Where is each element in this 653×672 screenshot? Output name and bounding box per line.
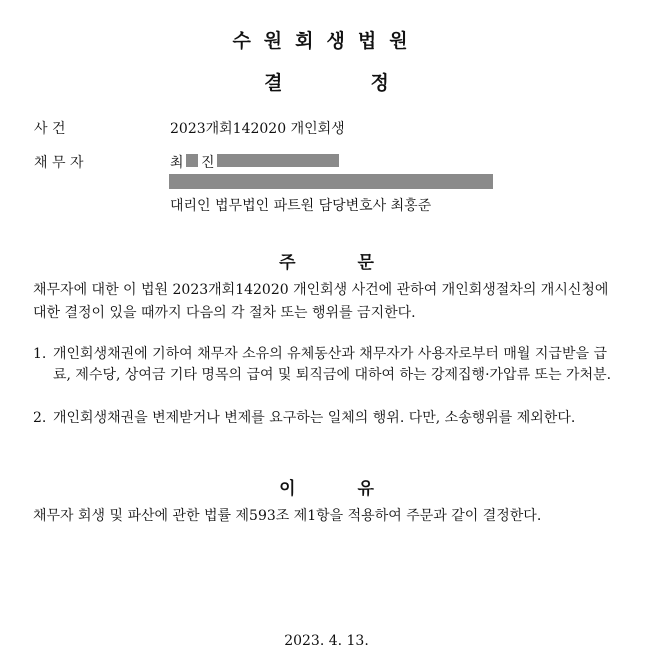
order-intro: 채무자에 대한 이 법원 2023개회142020 개인회생 사건에 관하여 개인회생절차의 개시신청에 대한 결정이 있을 때까지 다음의 각 절차 또는 행위를 금지한다. [33,282,609,321]
reason-text: 채무자 회생 및 파산에 관한 법률 제593조 제1항을 적용하여 주문과 같이 결정한다. [33,508,542,524]
document-title-first: 결 [264,72,283,94]
document-title [0,68,653,95]
document-title-second: 정 [370,72,389,94]
order-title-second: 문 [357,253,374,273]
list-item [33,344,618,386]
reason-title-second: 유 [357,479,374,499]
case-number: 2023개회142020 개인회생 [170,121,345,137]
decision-date: 2023. 4. 13. [284,633,369,649]
case-label: 사 건 [34,121,66,137]
list-item-number: 2. [33,410,47,426]
debtor-label: 채 무 자 [34,155,84,171]
list-item-text: 개인회생채권에 기하여 채무자 소유의 유체동산과 채무자가 사용자로부터 매월 지급받을 급료, 제수당, 상여금 기타 명목의 급여 및 퇴직금에 대하여 하는 강제집행·가압류 또는 가처분. [53,346,612,383]
court-name: 수원회생법원 [232,30,421,52]
debtor-name-last: 진 [201,155,215,171]
reason-title-first: 이 [279,479,296,499]
order-title [0,248,653,273]
redaction-bar [217,154,339,167]
list-item-text: 개인회생채권을 변제받거나 변제를 요구하는 일체의 행위. 다만, 소송행위를 제외한다. [53,410,576,426]
list-item [33,408,618,429]
representative: 대리인 법무법인 파트원 담당변호사 최홍준 [170,198,432,214]
reason-title [0,474,653,499]
redaction-bar [169,174,493,189]
debtor-name-first: 최 [170,155,184,171]
redaction-bar [186,154,198,167]
order-title-first: 주 [279,253,296,273]
list-item-number: 1. [33,346,47,362]
